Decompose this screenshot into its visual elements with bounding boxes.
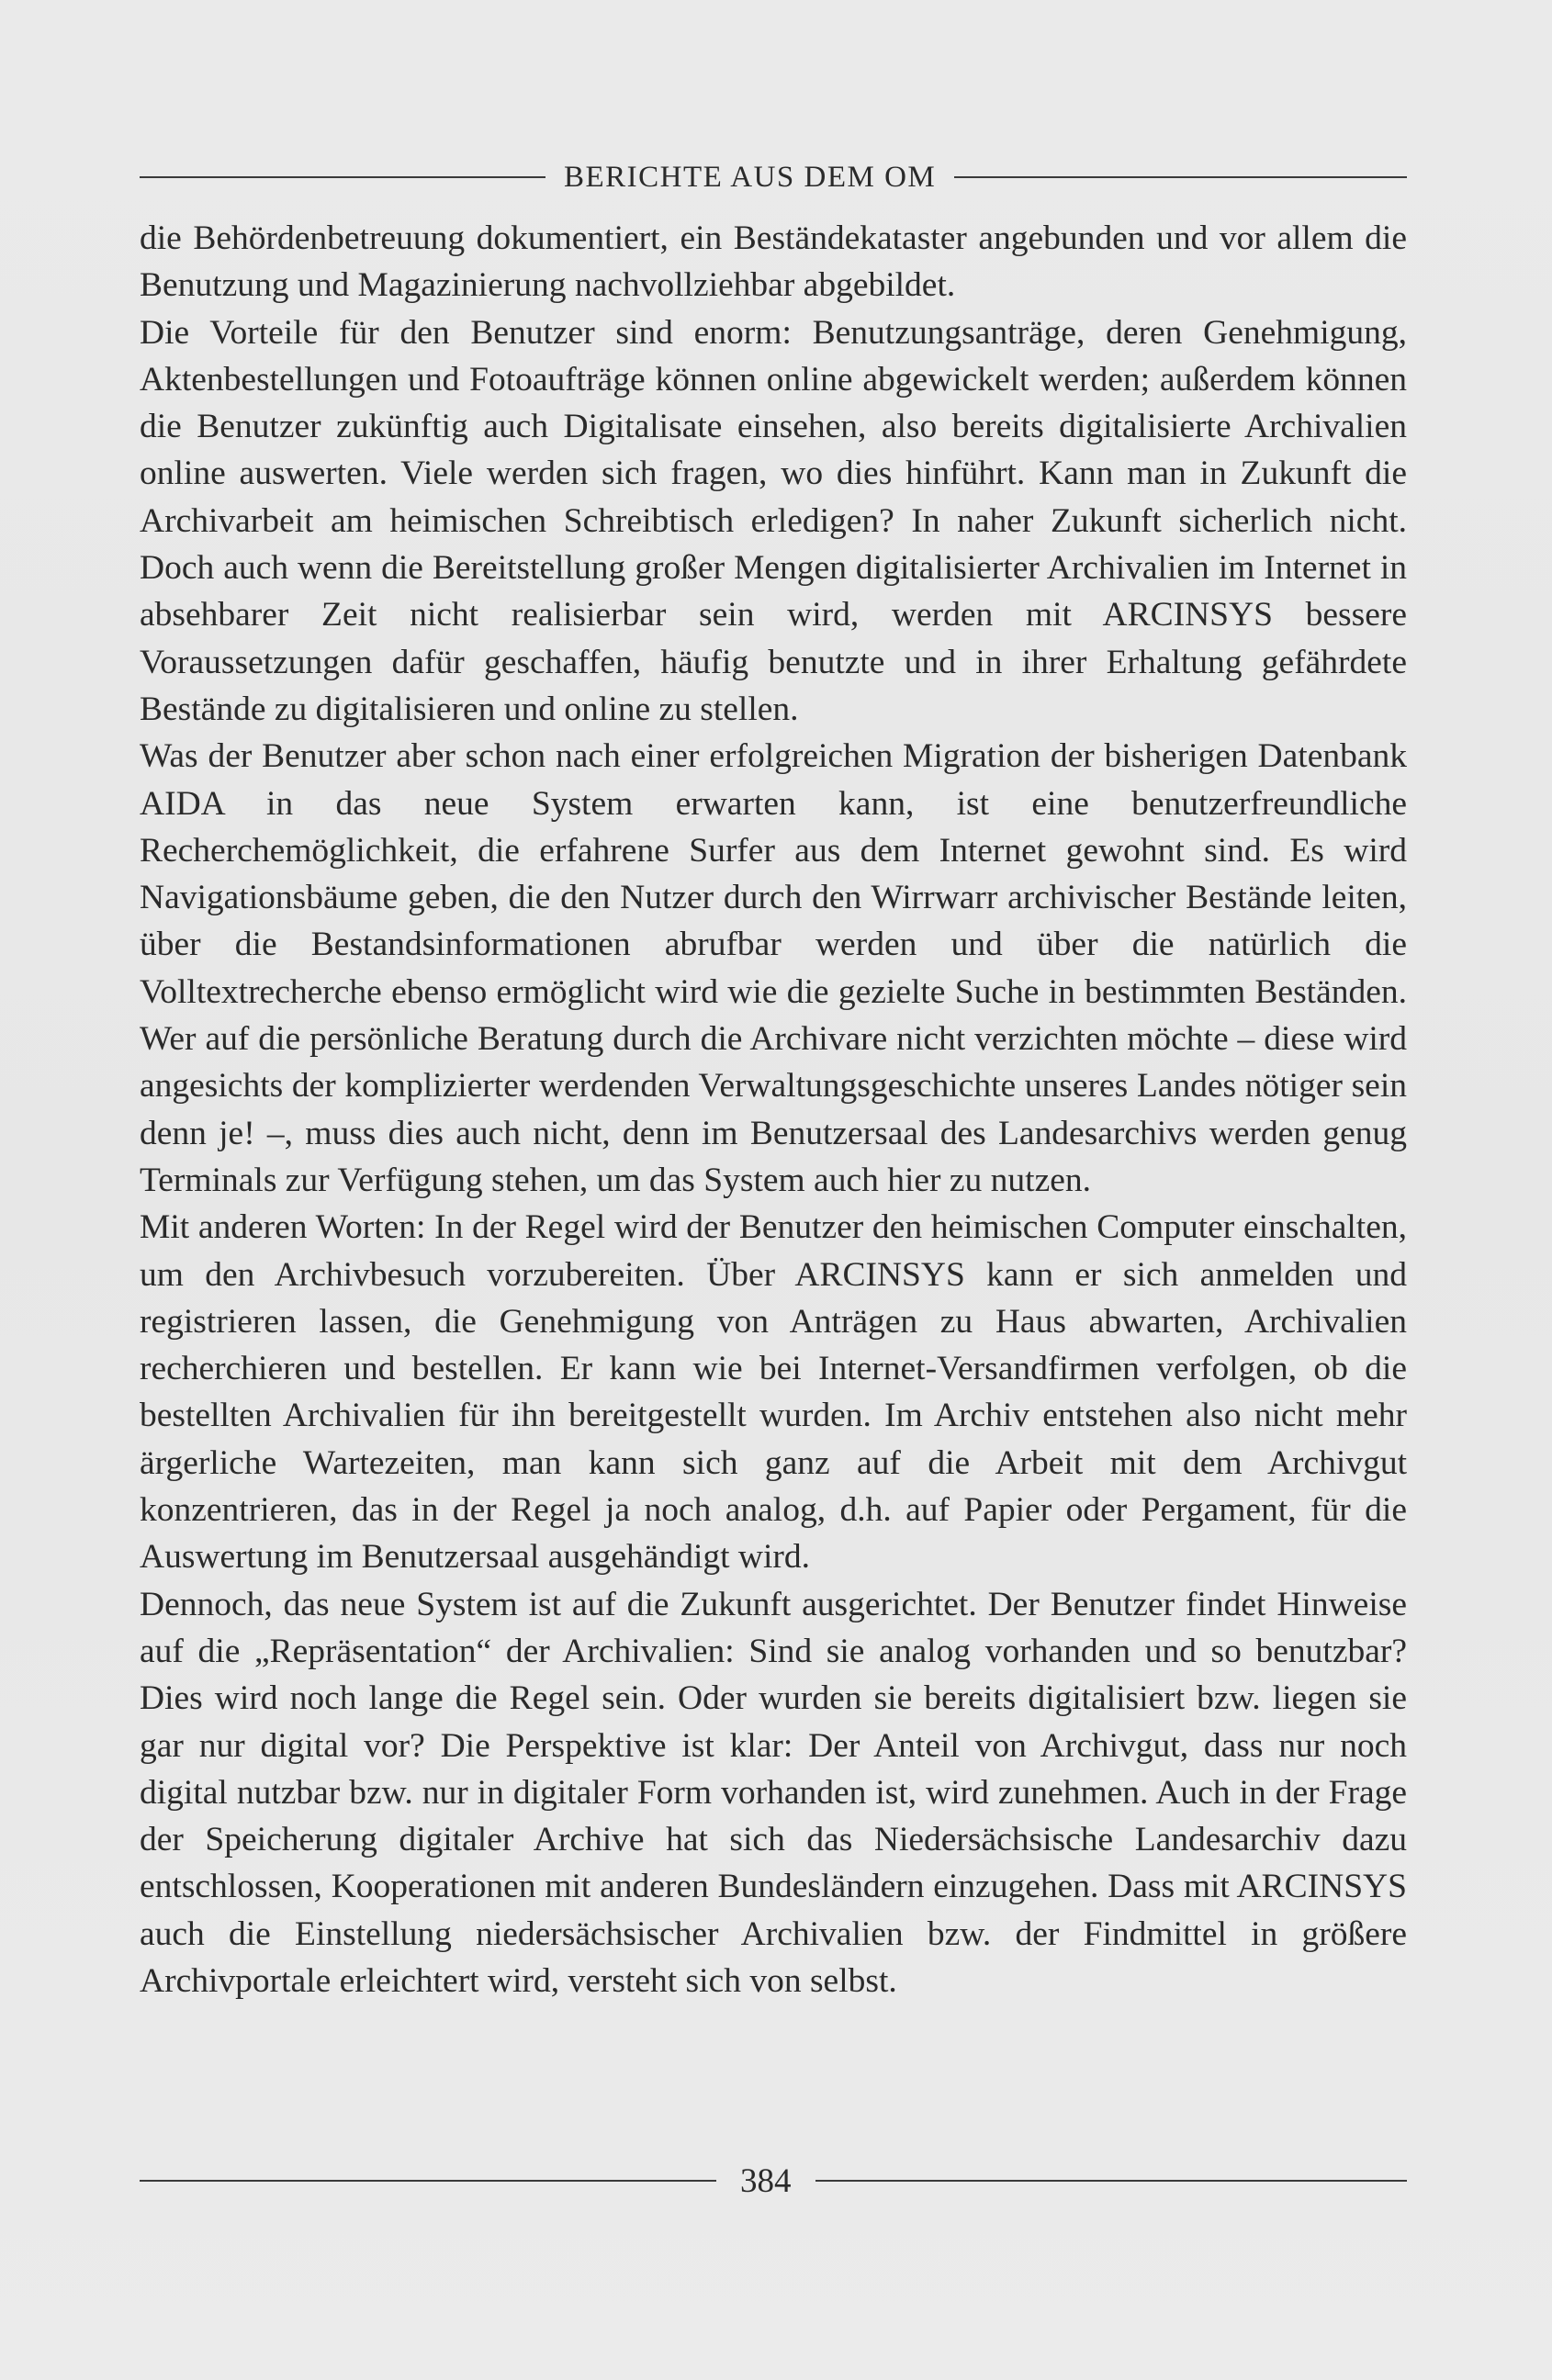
page-footer	[140, 2158, 1407, 2204]
footer-rule-right	[815, 2180, 1408, 2182]
footer-rule-left	[140, 2180, 716, 2182]
header-rule-right	[954, 176, 1407, 178]
paragraph-1: die Behördenbetreuung dokumentiert, ein Beständekataster angebunden und vor allem die Benutzung und Magazinierung nachvollziehbar abgebildet.	[140, 219, 1407, 305]
paragraph-4: Mit anderen Worten: In der Regel wird der Benutzer den heimischen Computer einschalten, um den Archivbesuch vorzubereiten. Über ARCINSYS kann er sich anmelden und registrieren lassen, die Genehmigung von Anträgen zu Haus abwarten, Archivalien recherchieren und bestellen. Er kann wie bei Internet-Versandfirmen verfolgen, ob die bestellten Archivalien für ihn bereitgestellt wurden. Im Archiv entstehen also nicht mehr ärgerliche Wartezeiten, man kann sich ganz auf die Arbeit mit dem Archivgut konzentrieren, das in der Regel ja noch analog, d.h. auf Papier oder Pergament, für die Auswertung im Benutzersaal ausgehändigt wird.	[140, 1208, 1407, 1577]
page-number: 384	[740, 2161, 792, 2200]
body-text	[140, 215, 1407, 2004]
paragraph-3: Was der Benutzer aber schon nach einer erfolgreichen Migration der bisherigen Datenbank AIDA in das neue System erwarten kann, ist eine benutzerfreundliche Recherchemöglichkeit, die erfahrene Surfer aus dem Internet gewohnt sind. Es wird Navigationsbäume geben, die den Nutzer durch den Wirrwarr archivischer Bestände leiten, über die Bestandsinformationen abrufbar werden und über die natürlich die Volltextrecherche ebenso ermöglicht wird wie die gezielte Suche in bestimmten Beständen. Wer auf die persönliche Beratung durch die Archivare nicht verzichten möchte – diese wird angesichts der komplizierter werdenden Verwaltungsgeschichte unseres Landes nötiger sein denn je! –, muss dies auch nicht, denn im Benutzersaal des Landesarchivs werden genug Terminals zur Verfügung stehen, um das System auch hier zu nutzen.	[140, 737, 1407, 1199]
paragraph-2: Die Vorteile für den Benutzer sind enorm: Benutzungsanträge, deren Genehmigung, Aktenbestellungen und Fotoaufträge können online abgewickelt werden; außerdem können die Benutzer zukünftig auch Digitalisate einsehen, also bereits digitalisierte Archivalien online auswerten. Viele werden sich fragen, wo dies hinführt. Kann man in Zukunft die Archivarbeit am heimischen Schreibtisch erledigen? In naher Zukunft sicherlich nicht. Doch auch wenn die Bereitstellung großer Mengen digitalisierter Archivalien im Internet in absehbarer Zeit nicht realisierbar sein wird, werden mit ARCINSYS bessere Voraussetzungen dafür geschaffen, häufig benutzte und in ihrer Erhaltung gefährdete Bestände zu digitalisieren und online zu stellen.	[140, 313, 1407, 728]
running-header	[140, 154, 1407, 200]
running-header-title: BERICHTE AUS DEM OM	[564, 160, 937, 194]
header-rule-left	[140, 176, 545, 178]
paragraph-5: Dennoch, das neue System ist auf die Zukunft ausgerichtet. Der Benutzer findet Hinweise auf die „Repräsentation“ der Archivalien: Sind sie analog vorhanden und so benutzbar? Dies wird noch lange die Regel sein. Oder wurden sie bereits digitalisiert bzw. liegen sie gar nur digital vor? Die Perspektive ist klar: Der Anteil von Archivgut, dass nur noch digital nutzbar bzw. nur in digitaler Form vorhanden ist, wird zunehmen. Auch in der Frage der Speicherung digitaler Archive hat sich das Niedersächsische Landesarchiv dazu entschlossen, Kooperationen mit anderen Bundesländern einzugehen. Dass mit ARCINSYS auch die Einstellung niedersächsischer Archivalien bzw. der Findmittel in größere Archivportale erleichtert wird, versteht sich von selbst.	[140, 1585, 1407, 2000]
